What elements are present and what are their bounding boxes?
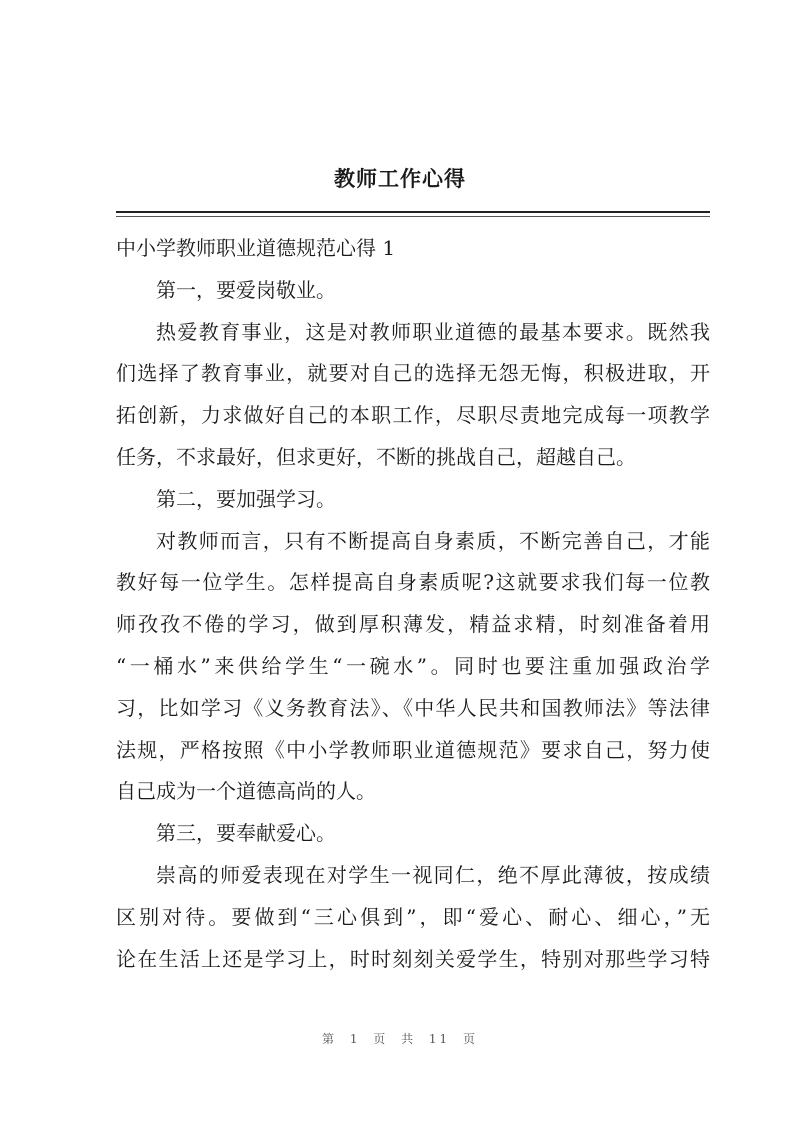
paragraph-line: 教好每一位学生。怎样提高自身素质呢?这就要求我们每一位教 [116,570,710,595]
paragraph-line: “一桶水”来供给学生“一碗水”。同时也要注重加强政治学 [116,653,710,678]
paragraph-heading: 第三，要奉献爱心。 [156,821,336,846]
title-divider-thin [116,216,710,217]
paragraph-line: 论在生活上还是学习上，时时刻刻关爱学生，特别对那些学习特 [116,946,710,971]
page-number: 第 1 页 共 11 页 [322,1032,478,1046]
paragraph-heading: 第二，要加强学习。 [156,486,336,511]
document-body [116,228,710,980]
paragraph-line: 区别对待。要做到“三心俱到”，即“爱心、耐心、细心，”无 [116,904,710,929]
paragraph-line: 热爱教育事业，这是对教师职业道德的最基本要求。既然我 [156,319,710,344]
title-divider [116,211,710,213]
section-heading: 中小学教师职业道德规范心得 1 [116,236,396,260]
paragraph-line: 师孜孜不倦的学习，做到厚积薄发，精益求精，时刻准备着用 [116,612,710,637]
paragraph-line: 任务，不求最好，但求更好，不断的挑战自己，超越自己。 [116,444,636,469]
paragraph-line: 法规，严格按照《中小学教师职业道德规范》要求自己，努力使 [116,737,710,762]
paragraph-heading: 第一，要爱岗敬业。 [156,277,336,302]
paragraph-line: 崇高的师爱表现在对学生一视同仁，绝不厚此薄彼，按成绩 [156,862,710,887]
paragraph-line: 习，比如学习《义务教育法》、《中华人民共和国教师法》等法律 [116,695,710,720]
paragraph-line: 们选择了教育事业，就要对自己的选择无怨无悔，积极进取，开 [116,361,710,386]
page-title: 教师工作心得 [334,167,466,191]
paragraph-line: 拓创新，力求做好自己的本职工作，尽职尽责地完成每一项教学 [116,403,710,428]
paragraph-line: 自己成为一个道德高尚的人。 [116,779,376,804]
paragraph-line: 对教师而言，只有不断提高自身素质，不断完善自己，才能 [156,528,710,553]
